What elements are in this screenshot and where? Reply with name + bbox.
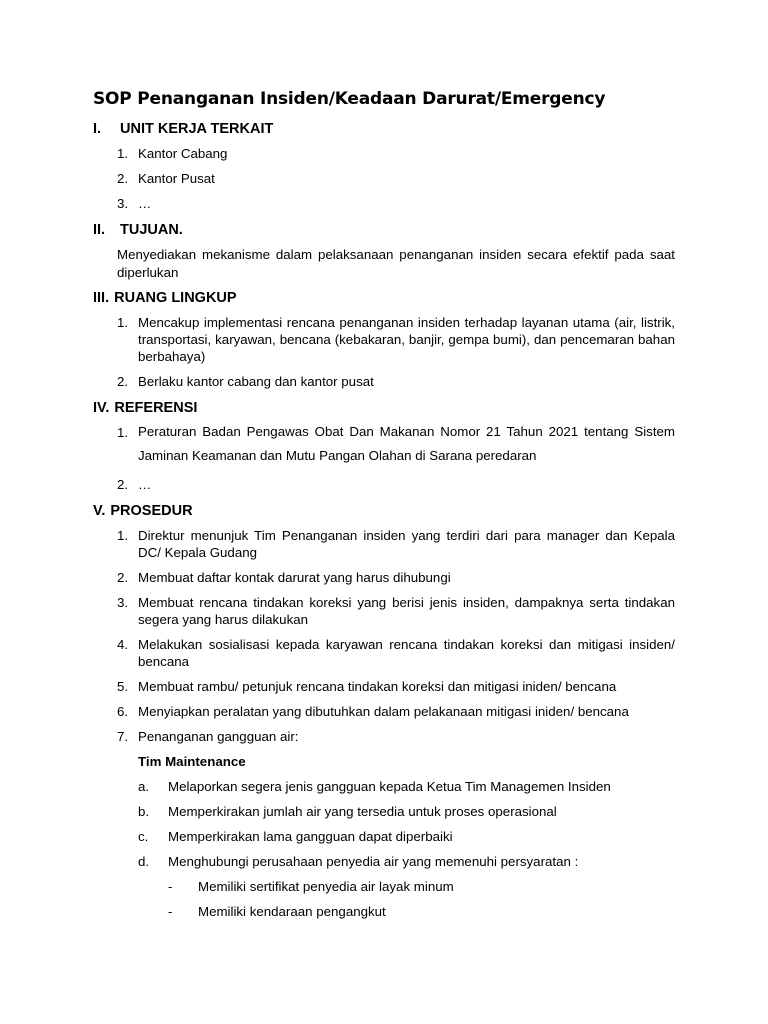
list-item: [93, 678, 675, 695]
tujuan-paragraph: Menyediakan mekanisme dalam pelaksanaan penanganan insiden secara efektif pada saat diperlukan: [117, 247, 675, 280]
list-item: [93, 170, 675, 187]
item-number: 6.: [117, 704, 129, 719]
item-number: 7.: [117, 729, 129, 744]
list-item: [93, 728, 675, 745]
alpha-list-item: [138, 778, 675, 795]
item-number: 2.: [117, 374, 129, 389]
ruang-lingkup-list: [93, 314, 675, 390]
section-heading-unit-kerja: [93, 119, 675, 139]
item-number: 2.: [117, 570, 129, 585]
prosedur-list: [93, 527, 675, 745]
item-number: 2.: [117, 477, 129, 492]
item-number: 1.: [117, 315, 129, 330]
item-text: Kantor Pusat: [138, 171, 215, 186]
list-item: [93, 703, 675, 720]
referensi-list: [93, 424, 675, 493]
section-numeral: V.: [93, 503, 106, 519]
section-title: RUANG LINGKUP: [114, 290, 237, 306]
item-number: 1.: [117, 146, 129, 161]
item-number: 5.: [117, 679, 129, 694]
section-heading-tujuan: [93, 220, 675, 240]
item-text: Melaporkan segera jenis gangguan kepada Ketua Tim Managemen Insiden: [168, 779, 611, 794]
item-text: Kantor Cabang: [138, 146, 228, 161]
section-numeral: II.: [93, 222, 106, 238]
section-numeral: I.: [93, 121, 102, 137]
item-text: Membuat rambu/ petunjuk rencana tindakan koreksi dan mitigasi iniden/ bencana: [138, 679, 617, 694]
section-heading-ruang-lingkup: [93, 288, 675, 308]
item-letter: d.: [138, 854, 150, 869]
item-text: …: [138, 477, 152, 492]
list-item: [93, 527, 675, 561]
section-numeral: IV.: [93, 400, 110, 416]
item-text: Melakukan sosialisasi kepada karyawan rencana tindakan koreksi dan mitigasi insiden/ bencana: [138, 637, 675, 669]
item-text: Membuat daftar kontak darurat yang harus dihubungi: [138, 570, 451, 585]
item-text: Penanganan gangguan air:: [138, 729, 299, 744]
list-item: [93, 569, 675, 586]
item-number: 3.: [117, 196, 129, 211]
item-text: Membuat rencana tindakan koreksi yang berisi jenis insiden, dampaknya serta tindakan segera yang harus dilakukan: [138, 595, 675, 627]
alpha-list-item: [138, 853, 675, 870]
section-numeral: III.: [93, 290, 110, 306]
document-page: [93, 88, 675, 928]
item-text: Berlaku kantor cabang dan kantor pusat: [138, 374, 374, 389]
item-text: Direktur menunjuk Tim Penanganan insiden yang terdiri dari para manager dan Kepala DC/ Kepala Gudang: [138, 528, 675, 560]
list-item: [93, 373, 675, 390]
unit-kerja-list: [93, 145, 675, 212]
dash-list-item: [168, 903, 675, 920]
dash-bullet: -: [168, 879, 173, 894]
list-item: [93, 594, 675, 628]
item-number: 1.: [117, 425, 129, 440]
document-title: SOP Penanganan Insiden/Keadaan Darurat/Emergency: [93, 89, 606, 109]
item-text: …: [138, 196, 152, 211]
item-text: Memiliki sertifikat penyedia air layak minum: [198, 879, 454, 894]
dash-bullet: -: [168, 904, 173, 919]
item-text: Memiliki kendaraan pengangkut: [198, 904, 386, 919]
item-number: 2.: [117, 171, 129, 186]
item-text: Memperkirakan jumlah air yang tersedia untuk proses operasional: [168, 804, 557, 819]
item-number: 3.: [117, 595, 129, 610]
list-item: [93, 314, 675, 365]
section-heading-prosedur: [93, 501, 675, 521]
list-item: [93, 476, 675, 493]
item-text: Memperkirakan lama gangguan dapat diperbaiki: [168, 829, 453, 844]
item-number: 1.: [117, 528, 129, 543]
item-letter: c.: [138, 829, 149, 844]
alpha-list-item: [138, 803, 675, 820]
list-item: [93, 424, 675, 468]
section-title: PROSEDUR: [110, 503, 193, 519]
section-title: REFERENSI: [114, 400, 198, 416]
item-text: Menghubungi perusahaan penyedia air yang memenuhi persyaratan :: [168, 854, 579, 869]
dash-list-item: [168, 878, 675, 895]
section-title: TUJUAN.: [120, 222, 183, 238]
section-heading-referensi: [93, 398, 675, 418]
section-title: UNIT KERJA TERKAIT: [120, 121, 274, 137]
item-letter: a.: [138, 779, 150, 794]
item-text: Menyiapkan peralatan yang dibutuhkan dalam pelakanaan mitigasi iniden/ bencana: [138, 704, 629, 719]
item-text: Peraturan Badan Pengawas Obat Dan Makanan Nomor 21 Tahun 2021 tentang Sistem Jaminan Keamanan dan Mutu Pangan Olahan di Sarana peredaran: [138, 424, 675, 463]
alpha-list-item: [138, 828, 675, 845]
list-item: [93, 636, 675, 670]
list-item: [93, 195, 675, 212]
item-letter: b.: [138, 804, 150, 819]
subsection-heading-tim-maintenance: Tim Maintenance: [138, 754, 246, 769]
list-item: [93, 145, 675, 162]
item-text: Mencakup implementasi rencana penanganan insiden terhadap layanan utama (air, listrik, transportasi, karyawan, bencana (kebakaran, banjir, gempa bumi), dan pencemaran bahan berbahaya): [138, 315, 675, 364]
item-number: 4.: [117, 637, 129, 652]
